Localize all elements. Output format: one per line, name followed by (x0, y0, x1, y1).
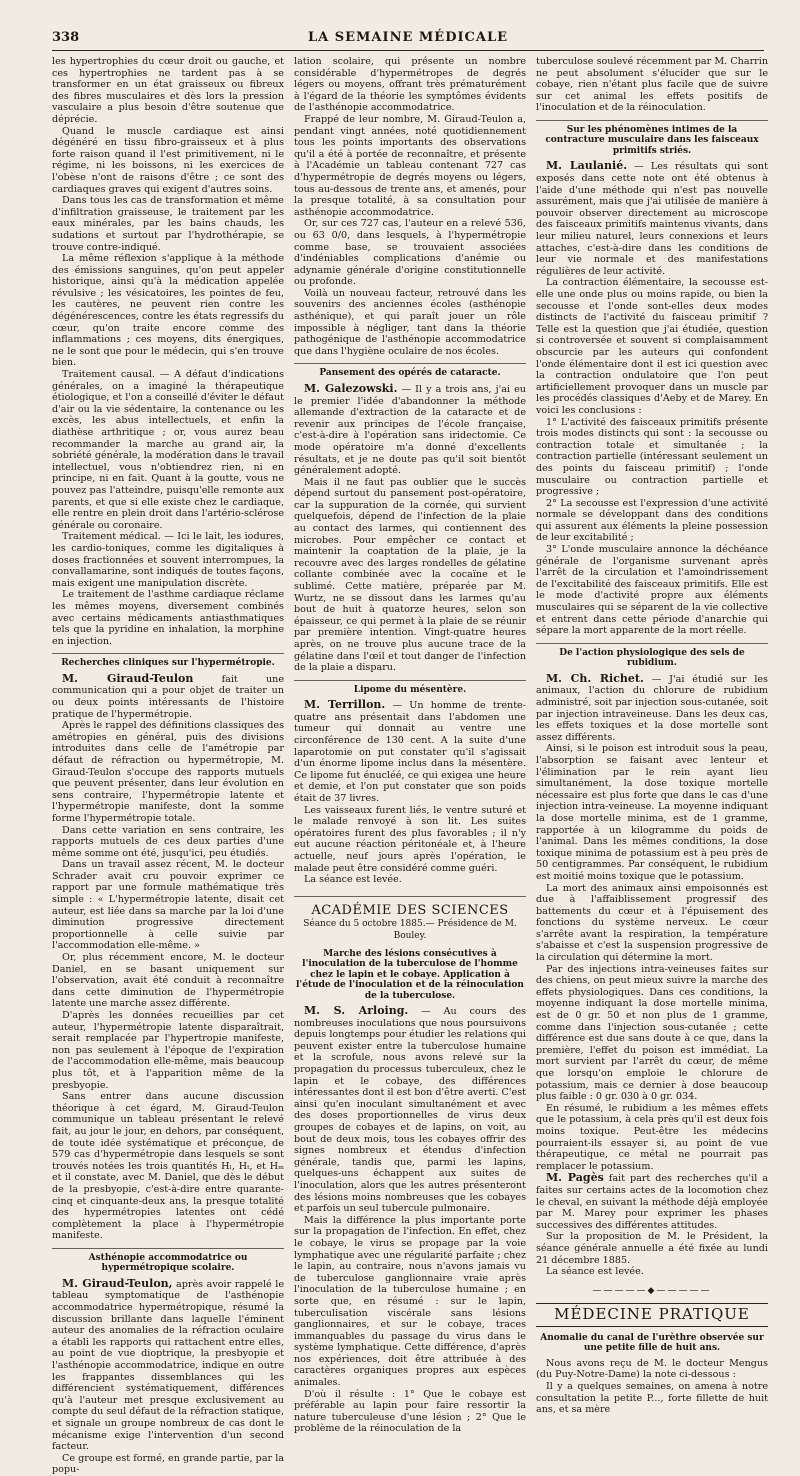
author-name: M. Ch. Richet. (546, 671, 644, 685)
author-name: M. Pagès (546, 1171, 604, 1185)
section-heading: Marche des lésions consécutives à l'inoculation de la tuberculose de l'homme chez le lapin et le cobaye. Application à l'étude de l'inoculation et de la réinoculation de la tuberculose. (296, 948, 524, 1001)
paragraph: La mort des animaux ainsi empoisonnés est due à l'affaiblissement progressif des battements du cœur et à l'épuisement des fonctions du système nerveux. Le cœur s'arrête avant la respiration, la température s'abaisse et c'est la suspension progressive de la circulation qui détermine la mort. (536, 882, 768, 964)
paragraph: Mais il ne faut pas oublier que le succès dépend surtout du pansement post-opératoire, car la suppuration de la cornée, qui survient quelquefois, dépend de l'infection de la plaie au contact des larmes, qui contiennent des microbes. Pour empêcher ce contact et maintenir la coaptation de la plaie, je la recouvre avec des larges rondelles de gélatine collante combinée avec la cocaïne et le sublimé. Cette matière, préparée par M. Wurtz, ne se dissout dans les larmes qu'au bout de huit à quatorze heures, selon son épaisseur, ce qui permet à la plaie de se réunir par première intention. Vingt-quatre heures après, on ne trouve plus aucune trace de la gélatine dans l'œil et tout danger de l'infection de la plaie a disparu. (294, 476, 526, 674)
section-heading: Anomalie du canal de l'urèthre observée sur une petite fille de huit ans. (540, 1332, 764, 1354)
paragraph: les hypertrophies du cœur droit ou gauche, et ces hypertrophies ne tardent pas à se transformer en un état graisseux ou fibreux des fibres musculaires et dès lors la pression vasculaire a plus besoin d'être soutenue que déprécie. (52, 56, 284, 125)
paragraph: Ce groupe est formé, en grande partie, par la popu- (52, 1452, 284, 1476)
paragraph: Les vaisseaux furent liés, le ventre suturé et le malade renvoyé à son lit. Les suites opératoires furent des plus favorables ; il n'y eut aucune réaction péritonéale et, à l'heure actuelle, neuf jours après l'opération, le malade peut être considéré comme guéri. (294, 804, 526, 874)
paragraph: Traitement médical. — Ici le lait, les iodures, les cardio-toniques, comme les digitaliques à doses fractionnées et souvent interrompues, la convallamarine, sont indiqués de toutes façons, mais exigent une manipulation discrète. (52, 531, 284, 589)
paragraph: Il y a quelques semaines, on amena à notre consultation la petite P..., forte fillette de huit ans, et sa mère (536, 1381, 768, 1416)
author-name: M. Laulanié. (546, 159, 628, 173)
academy-title: ACADÉMIE DES SCIENCES (294, 896, 526, 917)
author-name: M. Terrillon. (304, 698, 386, 712)
paragraph-text: — Un homme de trente-quatre ans présentait dans l'abdomen une tumeur qui donnait au ventre une circonférence de 130 cent. A la suite d'une laparotomie on put constater qu'il s'agissait d'un énorme lipome inclus dans la mésentère. Ce lipome fut énucléé, ce qui exigea une heure et demie, et l'on put constater que son poids était de 37 livres. (294, 700, 526, 805)
paragraph: lation scolaire, qui présente un nombre considérable d'hypermétropes de degrés légers ou moyens, offrant très prématurément à l'égard de la théorie les symptômes évidents de l'asthénopie accommodatrice. (294, 56, 526, 114)
author-name: M. Galezowski. (304, 381, 398, 395)
author-name: M. Giraud-Teulon, (62, 1276, 173, 1290)
paragraph: La même réflexion s'applique à la méthode des émissions sanguines, qu'on peut appeler historique, ainsi qu'à la médication appelée révulsive ; les vésicatoires, les pointes de feu, les cautères, ne peuvent rien contre les dégénérescences, contre les états regressifs du cœur, qu'on traite encore comme des inflammations ; ces moyens, dits énergiques, ne le sont que pour le médecin, qui s'en trouve bien. (52, 253, 284, 369)
paragraph: Le traitement de l'asthme cardiaque réclame les mêmes moyens, diversement combinés avec certains médicaments antiasthmatiques tels que la pyridine en inhalation, la morphine en injection. (52, 589, 284, 647)
header-rule (52, 50, 764, 51)
paragraph: Or, sur ces 727 cas, l'auteur en a relevé 536, ou 63 0/0, dans lesquels, à l'hypermétropie comme base, se trouvaient associées d'indéniables complications d'anémie ou adynamie générale d'origine constitutionnelle ou profonde. (294, 218, 526, 288)
column-3 (536, 56, 768, 1416)
column-2 (294, 56, 526, 1435)
paragraph: Voilà un nouveau facteur, retrouvé dans les souvenirs des anciennes écoles (asthénopie asthénique), et qui paraît jouer un rôle impossible à négliger, tant dans la théorie pathogénique de l'asthénopie accommodatrice que dans l'hygiène oculaire de nos écoles. (294, 287, 526, 357)
paragraph-text: — Il y a trois ans, j'ai eu le premier l'idée d'abandonner la méthode allemande d'extraction de la cataracte et de revenir aux principes de l'école française, c'est-à-dire à l'opération sans iridectomie. Ce mode opératoire m'a donné d'excellents résultats, et je ne doute pas qu'il soit bientôt généralement adopté. (294, 383, 526, 477)
paragraph-text: fait une communication qui a pour objet de traiter un ou deux points intéressants de l'histoire pratique de l'hypermétropie. (52, 673, 284, 720)
paragraph: tuberculose soulevé récemment par M. Charrin ne peut absolument s'élucider que sur le cobaye, rien n'étant plus facile que de suivre sur cet animal les effets positifs de l'inoculation et de la réinoculation. (536, 56, 768, 114)
paragraph: Traitement causal. — A défaut d'indications générales, on a imaginé la thérapeutique étiologique, et l'on a conseillé d'éviter le défaut d'air ou la vie sédentaire, la contenance ou les excès, les abus intellectuels, et enfin la diathèse arthritique ; or, vous aurez beau recommander la marche au grand air, la sobriété générale, la modération dans le travail intellectuel, vous n'obtiendrez rien, ni en principe, ni en fait. Quant à la goutte, vous ne pouvez pas l'atteindre, puisqu'elle remonte aux parents, et que si elle existe chez le cardiaque, elle rentre en plein droit dans l'artério-sclérose générale ou coronaire. (52, 369, 284, 531)
paragraph: La séance est levée. (546, 1266, 644, 1278)
paragraph: Dans un travail assez récent, M. le docteur Schrader avait cru pouvoir exprimer ce rapport par une formule mathématique très simple : « L'hypermétropie latente, disait cet auteur, est liée dans sa marche par la loi d'une diminution progressive directement proportionnelle à celle suivie par l'accommodation elle-même. » (52, 859, 284, 952)
column-1 (52, 56, 285, 1476)
journal-title: LA SEMAINE MÉDICALE (307, 30, 509, 45)
paragraph: Quand le muscle cardiaque est ainsi dégénéré en tissu fibro-graisseux et à plus forte raison quand il l'est primitivement, ni le régime, ni les boissons, ni les exercices de l'obèse n'ont de raisons d'être ; ce sont des cardiaques graves qui exigent d'autres soins. (52, 125, 284, 195)
paragraph: En résumé, le rubidium a les mêmes effets que le potassium, à cela près qu'il est deux fois moins toxique. Peut-être les médecins pourraient-ils essayer si, au point de vue thérapeutique, ce métal ne pourrait pas remplacer le potassium. (536, 1102, 768, 1172)
paragraph: D'après les données recueillies par cet auteur, l'hypermétropie latente disparaîtrait, serait remplacée par l'hypertropie manifeste, non pas seulement à l'époque de l'expiration de l'accommodation elle-même, mais beaucoup plus tôt, et à l'apparition même de la presbyopie. (52, 1010, 284, 1091)
paragraph: La séance est levée. (304, 874, 402, 886)
paragraph: Sur la proposition de M. le Président, la séance générale annuelle a été fixée au lundi 21 décembre 1885. (536, 1231, 768, 1266)
paragraph: Sans entrer dans aucune discussion théorique à cet égard, M. Giraud-Teulon communique un tableau présentant le relevé fait, au jour le jour, en dehors, par conséquent, de toute idée systématique et préconçue, de 579 cas d'hypermétropie dans lesquels se sont trouvés notées les trois quantités Hₗ, Hₜ, et Hₘ et il constate, avec M. Daniel, que dès le début de la presbyopie, c'est-à-dire entre quarante-cinq et cinquante-deux ans, la presque totalité des hypermétropies latentes ont cédé complètement la place à l'hypermétropie manifeste. (52, 1091, 284, 1242)
rubric-title: MÉDECINE PRATIQUE (536, 1303, 768, 1327)
paragraph: D'où il résulte : 1° Que le cobaye est préférable au lapin pour faire ressortir la nature tuberculeuse d'une lésion ; 2° Que le problème de la réinoculation de la (294, 1388, 526, 1435)
author-name: M. Giraud-Teulon (62, 671, 194, 685)
section-heading: Sur les phénomènes intimes de la contracture musculaire dans les faisceaux primitifs striés. (536, 120, 768, 157)
paragraph-text: fait part des recherches qu'il a faites sur certains actes de la locomotion chez le cheval, en suivant la méthode déjà employée par M. Marey pour exprimer les phases successives des différentes attitudes. (536, 1173, 768, 1231)
article-columns (52, 56, 768, 1476)
section-ornament: —————◆————— (592, 1285, 712, 1296)
paragraph-text: — Au cours des nombreuses inoculations que nous poursuivons depuis longtemps pour étudier les relations qui peuvent exister entre la tuberculose humaine et la scrofule, nous avons relevé sur la propagation du processus tuberculeux, chez le lapin et le cobaye, des différences intéressantes dont il est bon d'être averti. C'est ainsi qu'en inoculant simultanément et avec des doses proportionnelles de virus deux groupes de cobayes et de lapins, on voit, au bout de deux mois, tous les cobayes offrir des signes nombreux et étendus d'infection générale, tandis que, parmi les lapins, quelques-uns échappent aux suites de l'inoculation, alors que les autres présenteront des lésions moins nombreuses que les cobayes et parfois un seul tubercule pulmonaire. (294, 1006, 526, 1215)
paragraph: Or, plus récemment encore, M. le docteur Daniel, en se basant uniquement sur l'observation, avait été conduit à reconnaître dans cette diminution de l'hypermétropie latente une marche assez différente. (52, 952, 284, 1010)
section-heading: Recherches cliniques sur l'hypermétropie. (52, 653, 284, 669)
section-heading: Pansement des opérés de cataracte. (294, 363, 526, 379)
paragraph: Dans tous les cas de transformation et même d'infiltration graisseuse, le traitement par les eaux minérales, par les bains chauds, les sudations et surtout par l'hydrothérapie, se trouve contre-indiqué. (52, 195, 284, 253)
paragraph: 1° L'activité des faisceaux primitifs présente trois modes distincts qui sont : la secousse ou contraction totale et simultanée ; la contraction partielle (intéressant seulement un des points du faisceau primitif) ; l'onde musculaire ou contraction partielle et progressive ; (536, 416, 768, 498)
paragraph: Après le rappel des définitions classiques des amétropies en général, puis des divisions introduites dans celle de l'amétropie par défaut de réfraction ou hypermétropie, M. Giraud-Teulon s'occupe des rapports mutuels que peuvent présenter, dans leur évolution en sens contraire, l'hypermétropie latente et l'hypermétropie manifeste, dont la somme forme l'hypermétropie totale. (52, 720, 284, 824)
paragraph-text: après avoir rappelé le tableau symptomatique de l'asthénopie accommodatrice hypermétropique, résumé la discussion brillante dans laquelle l'éminent auteur des anomalies de la réfraction oculaire a établi les rapports qui rattachent entre elles, au point de vue dioptrique, la presbyopie et l'asthénopie accommodatrice, indique en outre les frappantes dissemblances qui les différencient systématiquement, différences qu'à l'auteur met presque exclusivement au compte du seul défaut de la réfraction statique, et signale un groupe nombreux de cas dont le mécanisme exige l'intervention d'un second facteur. (52, 1278, 285, 1453)
paragraph: Frappé de leur nombre, M. Giraud-Teulon a, pendant vingt années, noté quotidiennement tous les points importants des observations qu'il a été à portée de reconnaître, et présente à l'Académie un tableau contenant 727 cas d'hypermétropie de degrés moyens ou légers, tous au-dessous de trente ans, et amenés, pour la presque totalité, à sa consultation pour asthénopie accommodatrice. (294, 113, 526, 218)
paragraph-text: — Les résultats qui sont exposés dans cette note ont été obtenus à l'aide d'une méthode qui n'est pas nouvelle assurément, mais que j'ai utilisée de manière à pouvoir observer directement au microscope des faisceaux primitifs maintenus vivants, dans leur milieu naturel, leurs connexions et leurs attaches, c'est-à-dire dans les conditions de leur vie normale et des manifestations régulières de leur activité. (536, 161, 768, 277)
session-line: Séance du 5 octobre 1885.— Présidence de M. Bouley. (303, 919, 517, 941)
section-heading: Asthénopie accommodatrice ou hypermétropique scolaire. (52, 1248, 284, 1274)
paragraph: Mais la différence la plus importante porte sur la propagation de l'infection. En effet, chez le cobaye, le virus se propage par la voie lymphatique avec une régularité parfaite ; chez le lapin, au contraire, nous n'avons jamais vu de tuberculose ganglionnaire vraie après l'inoculation de la tuberculose humaine ; en sorte que, en résumé : sur le lapin, tuberculisation viscérale sans lésions ganglionnaires, et sur le cobaye, traces immanquables du passage du virus dans le système lymphatique. Cette différence, d'après nos expériences, doit être attribuée à des caractères organiques propres aux espèces animales. (294, 1214, 526, 1389)
section-heading: De l'action physiologique des sels de rubidium. (536, 643, 768, 669)
section-heading: Lipome du mésentère. (294, 680, 526, 696)
paragraph: 3° L'onde musculaire annonce la déchéance générale de l'organisme survenant après l'arrêt de la circulation et l'amoindrissement de l'excitabilité des faisceaux primitifs. Elle est le mode d'activité propre aux éléments musculaires qui se séparent de la vie collective et entrent dans cette période d'anarchie qui sépare la mort apparente de la mort réelle. (536, 544, 768, 637)
paragraph: Par des injections intra-veineuses faites sur des chiens, on peut mieux suivre la marche des effets physiologiques. Dans ces conditions, la moyenne indiquant la dose mortelle minima, est de 0 gr. 50 et non plus de 1 gramme, comme dans l'injection sous-cutanée ; cette différence est due sans doute à ce que, dans la première, l'effet du poison est immédiat. La mort survient par l'arrêt du cœur, de même que lorsqu'on emploie le chlorure de potassium, mais ce dernier à dose beaucoup plus faible : 0 gr. 030 à 0 gr. 034. (536, 963, 768, 1103)
paragraph: Ainsi, si le poison est introduit sous la peau, l'absorption se faisant avec lenteur et l'élimination par le rein ayant lieu simultanément, la dose toxique mortelle nécessaire est plus forte que dans le cas d'une injection intra-veineuse. La moyenne indiquant la dose mortelle minima, est de 1 gramme, rapportée à un kilogramme du poids de l'animal. Dans les mêmes conditions, la dose toxique minima de potassium est à peu près de 50 centigrammes. Par conséquent, le rubidium est moitié moins toxique que le potassium. (536, 743, 768, 882)
paragraph: 2° La secousse est l'expression d'une activité normale se développant dans des conditions qui assurent aux éléments la pleine possession de leur excitabilité ; (536, 497, 768, 544)
page-header (52, 30, 764, 50)
page-number: 338 (52, 30, 80, 45)
author-name: M. S. Arloing. (304, 1004, 409, 1018)
paragraph-text: — J'ai étudié sur les animaux, l'action du chlorure de rubidium administré, soit par injection sous-cutanée, soit par injection intraveineuse. Dans les deux cas, les effets toxiques et la dose mortelle sont assez différents. (536, 673, 768, 743)
paragraph: Nous avons reçu de M. le docteur Mengus (du Puy-Notre-Dame) la note ci-dessous : (536, 1357, 768, 1381)
paragraph: La contraction élémentaire, la secousse est-elle une onde plus ou moins rapide, ou bien la secousse et l'onde sont-elles deux modes distincts de l'activité du faisceau primitif ? Telle est la question que j'ai étudiée, question si controversée et souvent si complaisamment obscurcie par les auteurs qui confondent l'onde élémentaire dont il est ici question avec la contraction ondulatoire que l'on peut artificiellement provoquer dans un muscle par les procédés classiques d'Aeby et de Marey. En voici les conclusions : (536, 277, 768, 416)
paragraph: Dans cette variation en sens contraire, les rapports mutuels de ces deux parties d'une même somme ont été, jusqu'ici, peu étudiés. (52, 824, 284, 859)
